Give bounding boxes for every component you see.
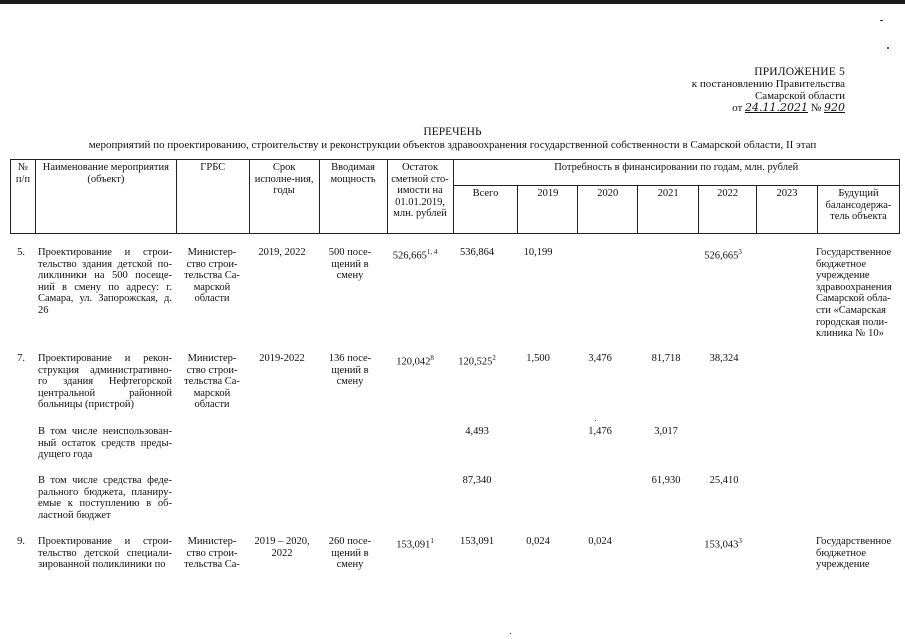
row-2022: 38,324 bbox=[709, 353, 739, 364]
row-name: Проектирование и строи-тельство детской специали-зированной поликлиники по bbox=[38, 536, 172, 571]
row-2020: 0,024 bbox=[588, 536, 612, 547]
row-2022: 25,410 bbox=[709, 475, 739, 486]
number-prefix: № bbox=[810, 102, 822, 114]
row-2022: 526,665$^3$ bbox=[704, 248, 742, 262]
appendix-line-1: к постановлению Правительства bbox=[691, 78, 845, 90]
row-balance: 526,665$^{1, 4}$ bbox=[392, 248, 438, 262]
row-grbs: Министер-ство строи-тельства Са- bbox=[184, 536, 240, 571]
row-term: 2019 – 2020, 2022 bbox=[254, 536, 310, 559]
row-2019: 1,500 bbox=[526, 353, 550, 364]
row-balance: 153,091$^1$ bbox=[396, 537, 434, 551]
row-2022: 153,043$^3$ bbox=[704, 537, 742, 551]
header-capacity: Вводимая мощность bbox=[319, 160, 387, 234]
row-2020: 3,476 bbox=[588, 353, 612, 364]
scan-speck bbox=[595, 420, 596, 421]
header-balance: Остаток сметной сто-имости на 01.01.2019, млн. рублей bbox=[387, 160, 453, 234]
row-term: 2019, 2022 bbox=[258, 247, 306, 258]
appendix-line-2: Самарской области bbox=[754, 90, 845, 102]
row-total: 87,340 bbox=[462, 475, 492, 486]
number-value: 920 bbox=[824, 101, 845, 114]
appendix-title: ПРИЛОЖЕНИЕ 5 bbox=[754, 66, 845, 78]
header-grbs: ГРБС bbox=[176, 160, 249, 234]
row-num: 5. bbox=[17, 247, 25, 258]
scan-speck bbox=[880, 20, 883, 21]
row-name: Проектирование и рекон-струкция административно-го здания Нефтегорской центральной районной больницы (пристрой) bbox=[38, 353, 172, 411]
row-total: 120,525$^2$ bbox=[458, 354, 496, 368]
header-2020: 2020 bbox=[578, 186, 638, 234]
header-2023: 2023 bbox=[757, 186, 818, 234]
document-title: ПЕРЕЧЕНЬ bbox=[423, 126, 482, 138]
row-capacity: 500 посе-щений в смену bbox=[328, 247, 372, 282]
header-2022: 2022 bbox=[699, 186, 757, 234]
row-2019: 10,199 bbox=[523, 247, 553, 258]
row-num: 7. bbox=[17, 353, 25, 364]
scan-speck bbox=[887, 47, 889, 49]
row-2021: 3,017 bbox=[654, 426, 678, 437]
header-funding: Потребность в финансировании по годам, млн. рублей bbox=[453, 160, 900, 186]
appendix-block bbox=[655, 66, 845, 114]
row-total: 536,864 bbox=[459, 247, 495, 258]
row-grbs: Министер-ство строи-тельства Са-марской области bbox=[184, 247, 240, 305]
header-holder: Будущий балансодержа-тель объекта bbox=[817, 186, 899, 234]
document-subtitle: мероприятий по проектированию, строительству и реконструкции объектов здравоохранения государственной собственности в Самарской области, II этап bbox=[88, 139, 817, 151]
scan-speck bbox=[510, 633, 511, 634]
row-total: 153,091 bbox=[459, 536, 495, 547]
table-header bbox=[10, 159, 900, 234]
row-2021: 81,718 bbox=[651, 353, 681, 364]
row-capacity: 136 посе-щений в смену bbox=[328, 353, 372, 388]
row-total: 4,493 bbox=[465, 426, 489, 437]
row-capacity: 260 посе-щений в смену bbox=[328, 536, 372, 571]
top-border-line bbox=[0, 0, 905, 4]
header-2019: 2019 bbox=[518, 186, 578, 234]
row-name: В том числе неиспользован-ный остаток средств преды-дущего года bbox=[38, 426, 172, 461]
row-term: 2019-2022 bbox=[259, 353, 305, 364]
header-term: Срок исполне-ния, годы bbox=[249, 160, 319, 234]
header-name: Наименование мероприятия (объект) bbox=[35, 160, 176, 234]
row-2021: 61,930 bbox=[651, 475, 681, 486]
row-holder: Государственное бюджетное учреждение bbox=[816, 536, 892, 571]
row-name: В том числе средства феде-рального бюджета, планиру-емые к поступлению в об-ластной бюджет bbox=[38, 475, 172, 521]
row-name: Проектирование и строи-тельство здания детской по-ликлиники на 500 посеще-ний в смену по адресу: г. Самара, ул. Запорожская, д. 26 bbox=[38, 247, 172, 316]
appendix-date-line bbox=[655, 102, 845, 114]
row-2019: 0,024 bbox=[526, 536, 550, 547]
row-balance: 120,042$^8$ bbox=[396, 354, 434, 368]
header-2021: 2021 bbox=[638, 186, 699, 234]
header-total: Всего bbox=[453, 186, 518, 234]
row-2020: 1,476 bbox=[588, 426, 612, 437]
row-grbs: Министер-ство строи-тельства Са-марской области bbox=[184, 353, 240, 411]
row-holder: Государственное бюджетное учреждение здравоохранения Самарской обла-сти «Самарская городская поли-клиника № 10» bbox=[816, 247, 892, 340]
date-value: 24.11.2021 bbox=[745, 101, 808, 114]
header-num: № п/п bbox=[11, 160, 36, 234]
row-num: 9. bbox=[17, 536, 25, 547]
date-prefix: от bbox=[732, 102, 743, 114]
